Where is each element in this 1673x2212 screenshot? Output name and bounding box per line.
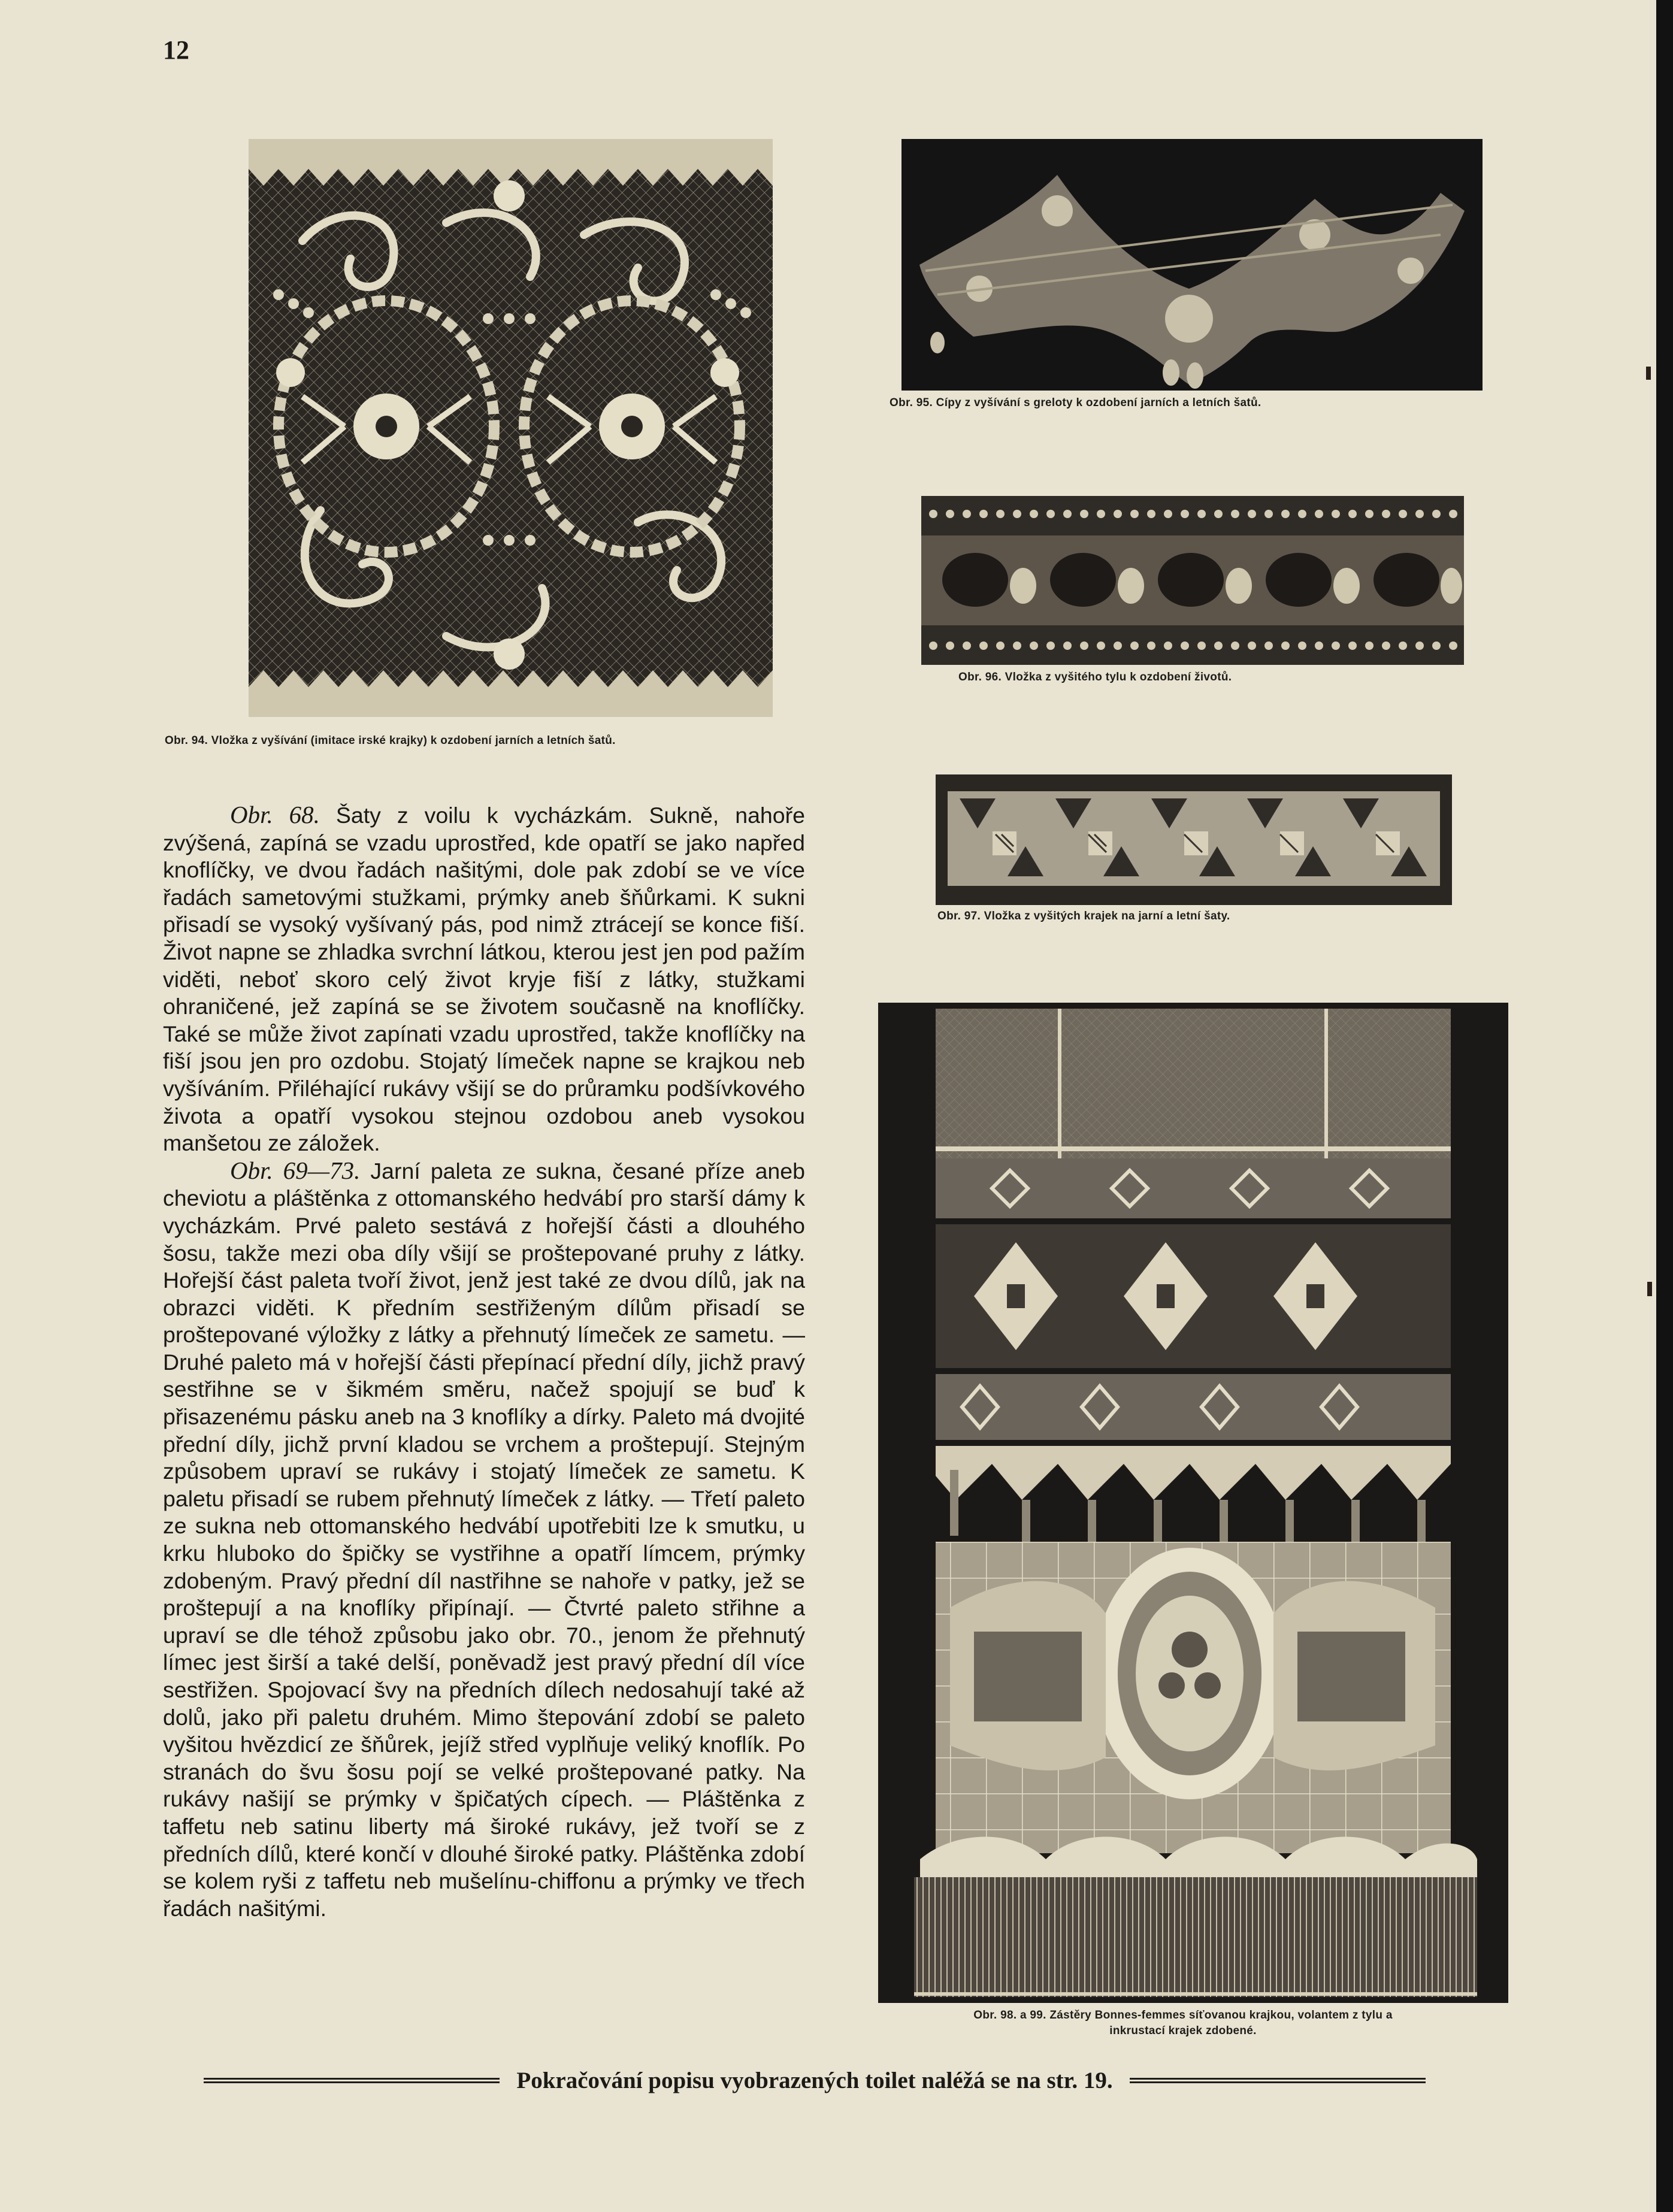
lace-points-image — [901, 139, 1483, 391]
figure-97 — [936, 774, 1452, 905]
paragraph-text: Jarní paleta ze sukna, česané příze aneb cheviotu a pláštěnka z ottomanského hedvábí pro starší dámy k vycházkám. Prvé paleto sestává z hořejší části a dlouhého šosu, takže mezi oba díly všijí se proštepované pruhy z látky. Hořejší část paleta tvoří život, jenž jest také ze dvou dílů, jak na obrazci viděti. K předním sestřiženým dílům přisadí se proštepované výložky z látky a přehnutý límeček ze sametu. — Druhé paleto má v hořejší části přepínací přední díly, jichž pravý sestřihne se v šikmém směru, načež spojují se buď k přisazenému pásku aneb na 3 knoflíky a dírky. Paleto má dvojité přední díly, jichž první kladou se vrchem a proštepují. Stejným způsobem upraví se rukávy i stojatý límeček ze sametu. K paletu přisadí se rubem přehnutý límeček z látky. — Třetí paleto ze sukna neb ottomanského hedvábí upotřebiti lze k smutku, u krku hluboko do špičky se vystřihne a opatří límcem, prýmky zdobeným. Pravý přední díl nastřihne se nahoře v patky, jež se proštepují a na knoflíky připínají. — Čtvrté paleto střihne a upraví se dle téhož způsobu jako obr. 70., jenom že přehnutý límec jest širší a také delší, poněvadž jest pravý přední díl více sestřižen. Spojovací švy na předních dílech nedosahují také až dolů, jako při paletu druhém. Mimo štepování zdobí se paleto vyšitou hvězdicí ze šňůrek, jejíž střed vyplňuje veliký knoflík. Po stranách do švu šosu pojí se velké proštepované patky. Na rukávy našijí se prýmky v špičatých cípech. — Pláštěnka z taffetu neb satinu liberty má široké rukávy, jež tvoří se z předních dílů, které končí v dlouhé široké patky. Pláštěnka zdobí se kolem ryši z taffetu neb mušelínu-chiffonu a prýmky ve třech řadách našitými. — [163, 1158, 806, 1921]
continuation-note: Pokračování popisu vyobrazených toilet naléžá se na str. 19. — [516, 2067, 1113, 2093]
page-number: 12 — [163, 35, 189, 65]
figure-97-caption: Obr. 97. Vložka z vyšitých krajek na jarní a letní šaty. — [937, 910, 1230, 922]
figure-reference: Obr. 69—73. — [230, 1156, 361, 1184]
figure-95-caption: Obr. 95. Cípy z vyšívání s greloty k ozdobení jarních a letních šatů. — [890, 397, 1261, 409]
figure-96-caption: Obr. 96. Vložka z vyšitého tylu k ozdobení životů. — [958, 671, 1232, 683]
figure-98-99-caption — [872, 2008, 1494, 2039]
figure-94-caption: Obr. 94. Vložka z vyšívání (imitace irské krajky) k ozdobení jarních a letních šatů. — [165, 734, 616, 747]
apron-image — [878, 1003, 1508, 2003]
scan-mark — [1646, 367, 1651, 380]
footer-rule-right — [1130, 2078, 1426, 2083]
article-body — [163, 801, 805, 1922]
geometric-insert-image — [936, 774, 1452, 905]
figure-98-99 — [878, 1003, 1508, 2003]
paragraph-obr-69-73 — [163, 1157, 805, 1923]
figure-98-99-caption-line2: inkrustací krajek zdobené. — [1109, 2025, 1257, 2037]
continuation-footer — [204, 2062, 1426, 2098]
figure-94 — [249, 139, 773, 717]
scan-mark — [1647, 1282, 1652, 1296]
figure-95 — [901, 139, 1483, 391]
tulle-insert-image — [921, 496, 1464, 665]
lace-insert-image — [249, 139, 773, 717]
paragraph-text: Šaty z voilu k vycházkám. Sukně, nahoře zvýšená, zapíná se vzadu uprostřed, kde opatří se jako napřed knoflíčky, ve dvou řadách našitými, dole pak zdobí se ve více řadách sametovými stužkami, prýmky aneb šňůrkami. K sukni přisadí se vysoký vyšívaný pás, pod nimž ztrácejí se konce fiší. Život napne se zhladka svrchní látkou, kterou jest jen pod pažím viděti, neboť skoro celý život kryje fiší z látky, stužkami ohraničené, jež zapíná se se životem současně na knoflíčky. Také se může život zapínati vzadu uprostřed, takže knoflíčky na fiší jsou jen pro ozdobu. Stojatý límeček napne se krajkou neb vyšíváním. Přiléhající rukávy všijí se do průramku podšívkového života a opatří vysokou stejnou ozdobou aneb vysokou manšetou ze záložek. — [163, 803, 805, 1156]
figure-96 — [921, 496, 1464, 665]
paragraph-obr-68 — [163, 801, 805, 1157]
figure-reference: Obr. 68. — [230, 801, 320, 828]
figure-98-99-caption-line1: Obr. 98. a 99. Zástěry Bonnes-femmes síťovanou krajkou, volantem z tylu a — [973, 2009, 1393, 2022]
scan-edge — [1656, 0, 1673, 2212]
footer-rule-left — [204, 2078, 500, 2083]
